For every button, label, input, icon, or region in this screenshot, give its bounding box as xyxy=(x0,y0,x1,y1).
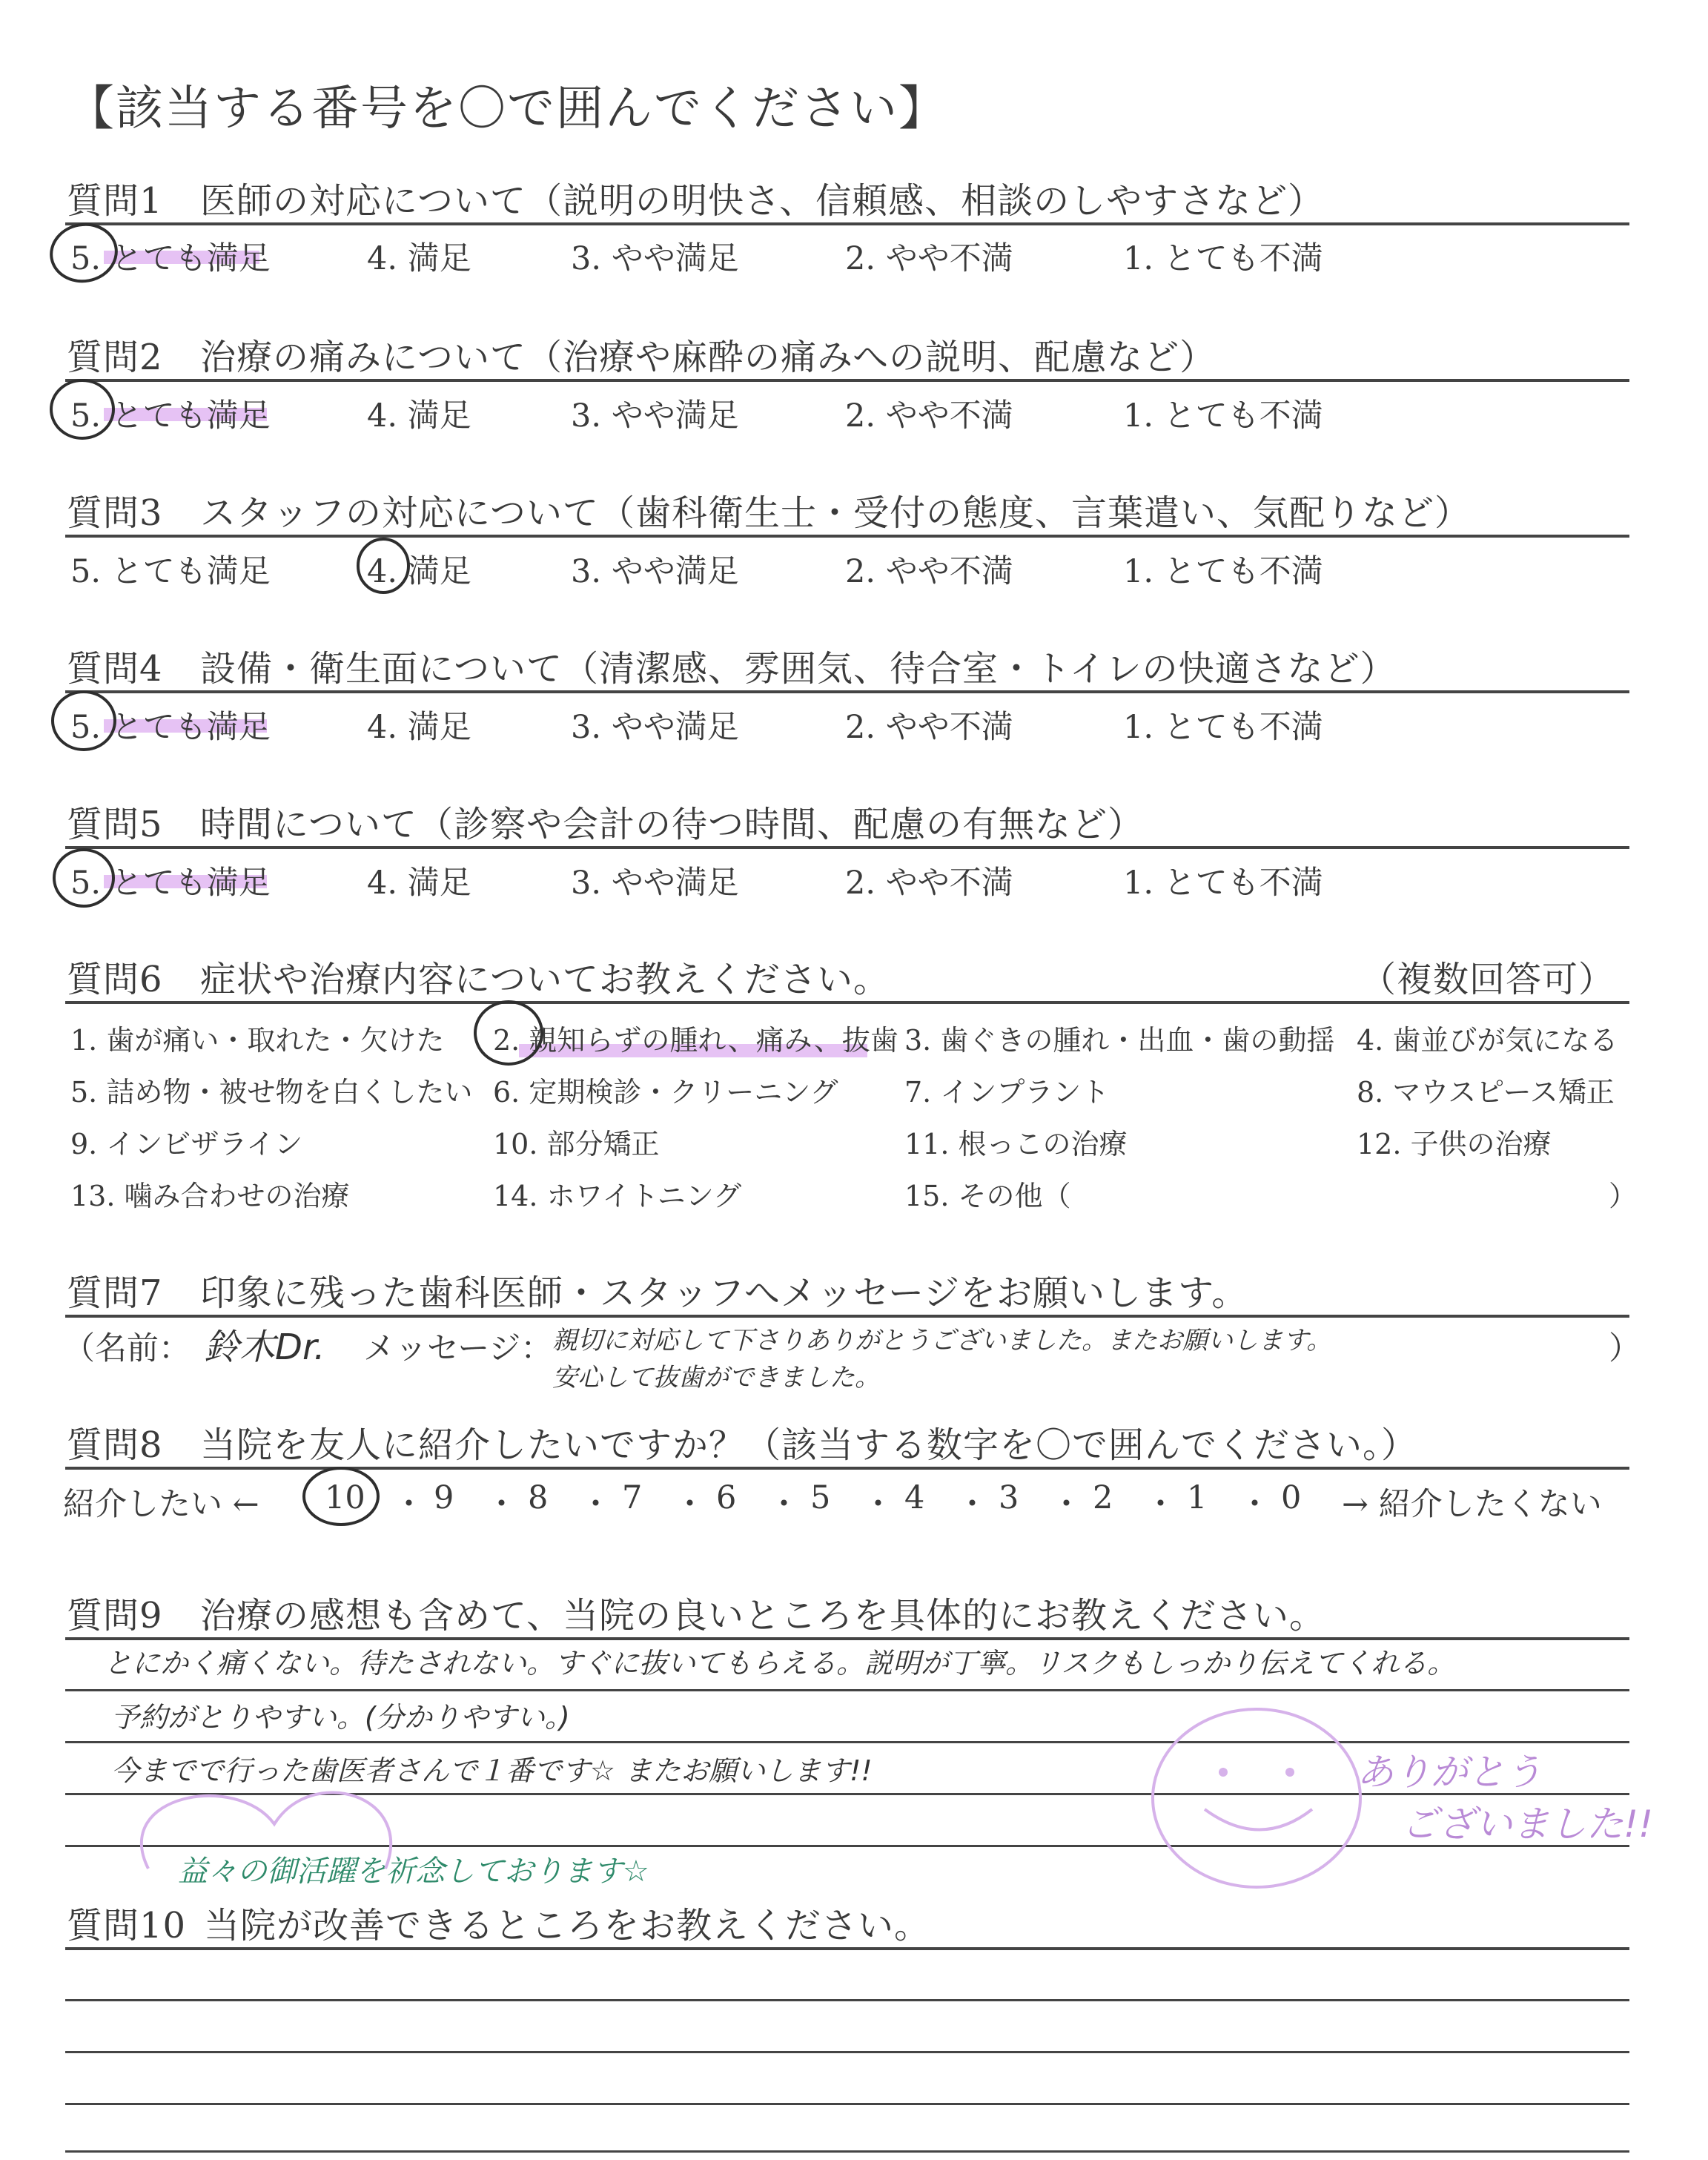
selection-circle xyxy=(304,1468,378,1525)
question-label: 質問3 xyxy=(67,492,163,534)
option-5[interactable]: 5. とても満足 xyxy=(70,865,271,902)
symptom-option[interactable]: 3. 歯ぐきの腫れ・出血・歯の動揺 xyxy=(904,1024,1335,1057)
question-text: 当院を友人に紹介したいですか？（該当する数字を〇で囲んでください。） xyxy=(200,1424,1418,1466)
score-separator: ・ xyxy=(768,1486,800,1523)
score-separator: ・ xyxy=(393,1486,425,1523)
recommend-right-label: → 紹介したくない xyxy=(1342,1486,1602,1523)
answer-line[interactable]: とにかく痛くない。待たされない。すぐに抜いてもらえる。説明が丁寧。リスクもしっかり伝えてくれる。 xyxy=(104,1647,1456,1680)
score-0[interactable]: 0 xyxy=(1281,1479,1302,1516)
option-1[interactable]: 1. とても不満 xyxy=(1123,709,1323,746)
question-text: 当院が改善できるところをお教えください。 xyxy=(204,1905,931,1946)
score-3[interactable]: 3 xyxy=(999,1479,1019,1516)
question-text: 印象に残った歯科医師・スタッフへメッセージをお願いします。 xyxy=(200,1272,1248,1314)
staff-reply-note: 益々の御活躍を祈念しております☆ xyxy=(178,1855,649,1889)
question-text: 症状や治療内容についてお教えください。 xyxy=(200,959,890,1000)
score-1[interactable]: 1 xyxy=(1187,1479,1208,1516)
question-text: 時間について（診察や会計の待つ時間、配慮の有無など） xyxy=(200,804,1145,845)
option-2[interactable]: 2. やや不満 xyxy=(845,553,1013,590)
option-1[interactable]: 1. とても不満 xyxy=(1123,865,1323,902)
multiple-answer-note: （複数回答可） xyxy=(1360,959,1615,1000)
symptom-option[interactable]: 10. 部分矯正 xyxy=(493,1128,660,1160)
question-label: 質問1 xyxy=(67,180,163,222)
option-4[interactable]: 4. 満足 xyxy=(367,240,471,277)
score-separator: ・ xyxy=(486,1486,517,1523)
score-10[interactable]: 10 xyxy=(325,1479,365,1516)
score-separator: ・ xyxy=(1239,1486,1271,1523)
message-answer-line2[interactable]: 安心して抜歯ができました。 xyxy=(552,1363,880,1393)
smiley-mouth-doodle xyxy=(1205,1809,1312,1830)
score-6[interactable]: 6 xyxy=(716,1479,737,1516)
message-label: メッセージ： xyxy=(363,1330,553,1367)
symptom-option[interactable]: 8. マウスピース矯正 xyxy=(1357,1076,1615,1109)
question-text: 治療の感想も含めて、当院の良いところを具体的にお教えください。 xyxy=(200,1595,1326,1636)
option-3[interactable]: 3. やや満足 xyxy=(571,709,739,746)
symptom-option[interactable]: 6. 定期検診・クリーニング xyxy=(493,1076,838,1109)
score-9[interactable]: 9 xyxy=(434,1479,454,1516)
selection-circle xyxy=(47,219,121,286)
option-2[interactable]: 2. やや不満 xyxy=(845,240,1013,277)
option-5[interactable]: 5. とても満足 xyxy=(70,240,271,277)
question-text: 治療の痛みについて（治療や麻酔の痛みへの説明、配慮など） xyxy=(200,337,1217,378)
option-4[interactable]: 4. 満足 xyxy=(367,865,471,902)
symptom-option[interactable]: 4. 歯並びが気になる xyxy=(1357,1024,1618,1057)
score-7[interactable]: 7 xyxy=(622,1479,643,1516)
message-close-paren: ） xyxy=(1609,1330,1641,1367)
question-label: 質問6 xyxy=(67,959,163,1000)
option-5[interactable]: 5. とても満足 xyxy=(70,397,271,435)
question-text: 設備・衛生面について（清潔感、雰囲気、待合室・トイレの快適さなど） xyxy=(200,648,1397,690)
smiley-eye-doodle xyxy=(1219,1768,1228,1777)
symptom-option[interactable]: 11. 根っこの治療 xyxy=(904,1128,1128,1160)
question-label: 質問7 xyxy=(67,1272,163,1314)
question-label: 質問9 xyxy=(67,1595,163,1636)
staff-name-answer[interactable]: 鈴木Dr. xyxy=(204,1327,325,1368)
option-1[interactable]: 1. とても不満 xyxy=(1123,397,1323,435)
thanks-note-line1: ありがとう xyxy=(1357,1751,1542,1794)
score-5[interactable]: 5 xyxy=(810,1479,831,1516)
symptom-option[interactable]: 13. 噛み合わせの治療 xyxy=(70,1180,350,1212)
question-label: 質問8 xyxy=(67,1424,163,1466)
answer-line[interactable]: 今までで行った歯医者さんで１番です☆ またお願いします!! xyxy=(111,1754,873,1787)
option-3[interactable]: 3. やや満足 xyxy=(571,397,739,435)
name-label: （名前： xyxy=(63,1330,191,1367)
score-separator: ・ xyxy=(674,1486,706,1523)
option-close-paren: ） xyxy=(1609,1180,1638,1212)
thanks-note-line2: ございました!! xyxy=(1401,1803,1654,1846)
symptom-option[interactable]: 5. 詰め物・被せ物を白くしたい xyxy=(70,1076,473,1109)
question-label: 質問2 xyxy=(67,337,163,378)
option-4[interactable]: 4. 満足 xyxy=(367,397,471,435)
option-2[interactable]: 2. やや不満 xyxy=(845,865,1013,902)
option-5[interactable]: 5. とても満足 xyxy=(70,709,271,746)
score-separator: ・ xyxy=(862,1486,894,1523)
question-label: 質問5 xyxy=(67,804,163,845)
smiley-eye-doodle xyxy=(1285,1768,1294,1777)
symptom-option[interactable]: 9. インビザライン xyxy=(70,1128,303,1160)
symptom-option[interactable]: 12. 子供の治療 xyxy=(1357,1128,1552,1160)
score-separator: ・ xyxy=(956,1486,988,1523)
question-text: 医師の対応について（説明の明快さ、信頼感、相談のしやすさなど） xyxy=(200,180,1325,222)
score-separator: ・ xyxy=(580,1486,612,1523)
answer-line[interactable]: 予約がとりやすい。(分かりやすい。) xyxy=(111,1701,570,1734)
score-separator: ・ xyxy=(1050,1486,1082,1523)
score-4[interactable]: 4 xyxy=(904,1479,925,1516)
option-5[interactable]: 5. とても満足 xyxy=(70,553,271,590)
heart-doodle xyxy=(142,1792,391,1869)
option-3[interactable]: 3. やや満足 xyxy=(571,865,739,902)
score-2[interactable]: 2 xyxy=(1093,1479,1113,1516)
option-4[interactable]: 4. 満足 xyxy=(367,709,471,746)
option-4[interactable]: 4. 満足 xyxy=(367,553,471,590)
selection-circle xyxy=(53,692,115,750)
selection-circle xyxy=(54,850,113,906)
recommend-left-label: 紹介したい ← xyxy=(63,1486,259,1523)
smiley-face-doodle xyxy=(1153,1709,1360,1887)
selection-circle xyxy=(358,539,408,592)
question-label: 質問4 xyxy=(67,648,163,690)
option-2[interactable]: 2. やや不満 xyxy=(845,397,1013,435)
symptom-option[interactable]: 7. インプラント xyxy=(904,1076,1110,1109)
symptom-option[interactable]: 14. ホワイトニング xyxy=(493,1180,742,1212)
score-separator: ・ xyxy=(1145,1486,1176,1523)
question-label: 質問10 xyxy=(67,1905,187,1946)
option-2[interactable]: 2. やや不満 xyxy=(845,709,1013,746)
symptom-option[interactable]: 15. その他（ xyxy=(904,1180,1071,1212)
question-text: スタッフの対応について（歯科衛生士・受付の態度、言葉遣い、気配りなど） xyxy=(200,492,1472,534)
score-8[interactable]: 8 xyxy=(528,1479,549,1516)
option-1[interactable]: 1. とても不満 xyxy=(1123,240,1323,277)
message-answer-line1[interactable]: 親切に対応して下さりありがとうございました。またお願いします。 xyxy=(552,1326,1332,1355)
symptom-option[interactable]: 2. 親知らずの腫れ、痛み、抜歯 xyxy=(493,1024,898,1057)
selection-circle xyxy=(51,380,113,438)
selection-circle xyxy=(475,1002,542,1064)
page-title: 【該当する番号を〇で囲んでください】 xyxy=(67,82,947,136)
symptom-option[interactable]: 1. 歯が痛い・取れた・欠けた xyxy=(70,1024,445,1057)
option-3[interactable]: 3. やや満足 xyxy=(571,553,739,590)
option-3[interactable]: 3. やや満足 xyxy=(571,240,739,277)
option-1[interactable]: 1. とても不満 xyxy=(1123,553,1323,590)
